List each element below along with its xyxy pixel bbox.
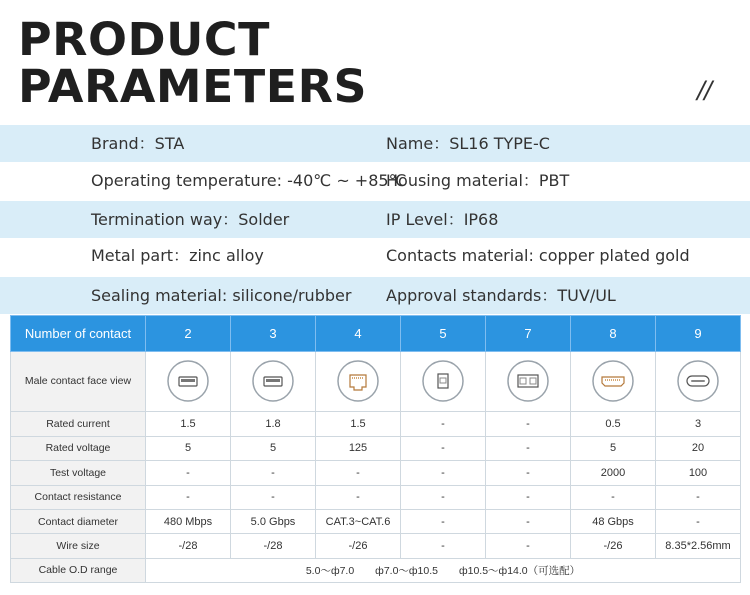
param-ip-level: IP Level：IP68 [386,210,499,229]
spec-cell: 5 [146,436,231,460]
spec-cell: 2000 [571,461,656,485]
param-row [0,237,750,274]
single-module-icon [421,359,465,403]
spec-face-cell [571,351,656,412]
spec-face-row [11,351,741,412]
spec-cell: 20 [656,436,741,460]
spec-row-cable-od-range [11,558,741,582]
spec-cell: - [401,534,486,558]
param-contacts-material: Contacts material: copper plated gold [386,246,690,265]
spec-row-test-voltage [11,461,741,485]
spec-cell: 5 [231,436,316,460]
spec-face-cell [146,351,231,412]
spec-cell: -/28 [146,534,231,558]
spec-face-cell [231,351,316,412]
spec-column-header: 5 [401,316,486,352]
spec-cell: - [401,509,486,533]
spec-cell: 5 [571,436,656,460]
spec-cell: - [316,485,401,509]
hdmi-icon [591,359,635,403]
spec-cell: 1.5 [146,412,231,436]
spec-cell: 3 [656,412,741,436]
spec-row-contact-resistance [11,485,741,509]
spec-face-cell [316,351,401,412]
spec-cell: - [486,412,571,436]
spec-table [10,315,741,583]
spec-column-header: 7 [486,316,571,352]
spec-column-header: 9 [656,316,741,352]
spec-cell: 48 Gbps [571,509,656,533]
spec-cell: - [656,485,741,509]
spec-cell: -/26 [316,534,401,558]
spec-row-label: Contact resistance [11,485,146,509]
spec-cell: - [231,485,316,509]
param-housing-material: Housing material：PBT [386,171,570,190]
spec-cell: -/28 [231,534,316,558]
spec-header-row [11,316,741,352]
title-line-1: PRODUCT [18,13,270,66]
spec-row-label: Test voltage [11,461,146,485]
spec-column-header: 8 [571,316,656,352]
param-row [0,201,750,238]
spec-row-wire-size [11,534,741,558]
param-row [0,162,750,199]
spec-cell: - [486,534,571,558]
spec-cable-range-value: 5.0～ф7.0 ф7.0～ф10.5 ф10.5～ф14.0（可选配） [146,558,741,582]
usb-c-icon [676,359,720,403]
spec-cell: 8.35*2.56mm [656,534,741,558]
dual-module-icon [506,359,550,403]
spec-cell: 1.8 [231,412,316,436]
spec-cell: - [146,485,231,509]
spec-cell: -/26 [571,534,656,558]
spec-row-label: Rated current [11,412,146,436]
spec-cell: - [146,461,231,485]
spec-column-header: 4 [316,316,401,352]
spec-row-contact-diameter [11,509,741,533]
spec-row-rated-current [11,412,741,436]
spec-header-label: Number of contact [11,316,146,352]
param-metal-part: Metal part：zinc alloy [91,246,264,265]
param-approval-standards: Approval standards：TUV/UL [386,286,616,305]
title-decoration: // [697,76,712,104]
spec-cell: - [401,436,486,460]
spec-row-label: Male contact face view [11,351,146,412]
param-row [0,125,750,162]
param-name: Name：SL16 TYPE-C [386,134,550,153]
param-sealing-material: Sealing material: silicone/rubber [91,286,352,305]
spec-cell: - [486,485,571,509]
spec-face-cell [486,351,571,412]
spec-cell: 480 Mbps [146,509,231,533]
spec-cell: 5.0 Gbps [231,509,316,533]
spec-cell: - [486,509,571,533]
spec-cell: - [401,485,486,509]
param-brand: Brand：STA [91,134,185,153]
rj45-icon [336,359,380,403]
spec-column-header: 3 [231,316,316,352]
spec-cell: 1.5 [316,412,401,436]
spec-row-rated-voltage [11,436,741,460]
spec-face-cell [401,351,486,412]
param-termination-way: Termination way：Solder [91,210,290,229]
spec-cell: - [571,485,656,509]
spec-cell: - [656,509,741,533]
spec-cell: 0.5 [571,412,656,436]
spec-column-header: 2 [146,316,231,352]
page-title [18,13,368,113]
param-operating-temperature: Operating temperature: -40℃ ~ +85℃ [91,171,407,190]
usb-a-icon [166,359,210,403]
spec-face-cell [656,351,741,412]
spec-cell: - [486,436,571,460]
spec-row-label: Contact diameter [11,509,146,533]
spec-cell: - [401,461,486,485]
usb-a-icon [251,359,295,403]
spec-row-label: Wire size [11,534,146,558]
spec-row-label: Cable O.D range [11,558,146,582]
spec-cell: 100 [656,461,741,485]
spec-cell: 125 [316,436,401,460]
spec-cell: - [486,461,571,485]
spec-cell: - [231,461,316,485]
spec-cell: - [401,412,486,436]
title-line-2: PARAMETERS [18,60,368,113]
param-row [0,277,750,314]
spec-cell: - [316,461,401,485]
spec-row-label: Rated voltage [11,436,146,460]
spec-cell: CAT.3~CAT.6 [316,509,401,533]
